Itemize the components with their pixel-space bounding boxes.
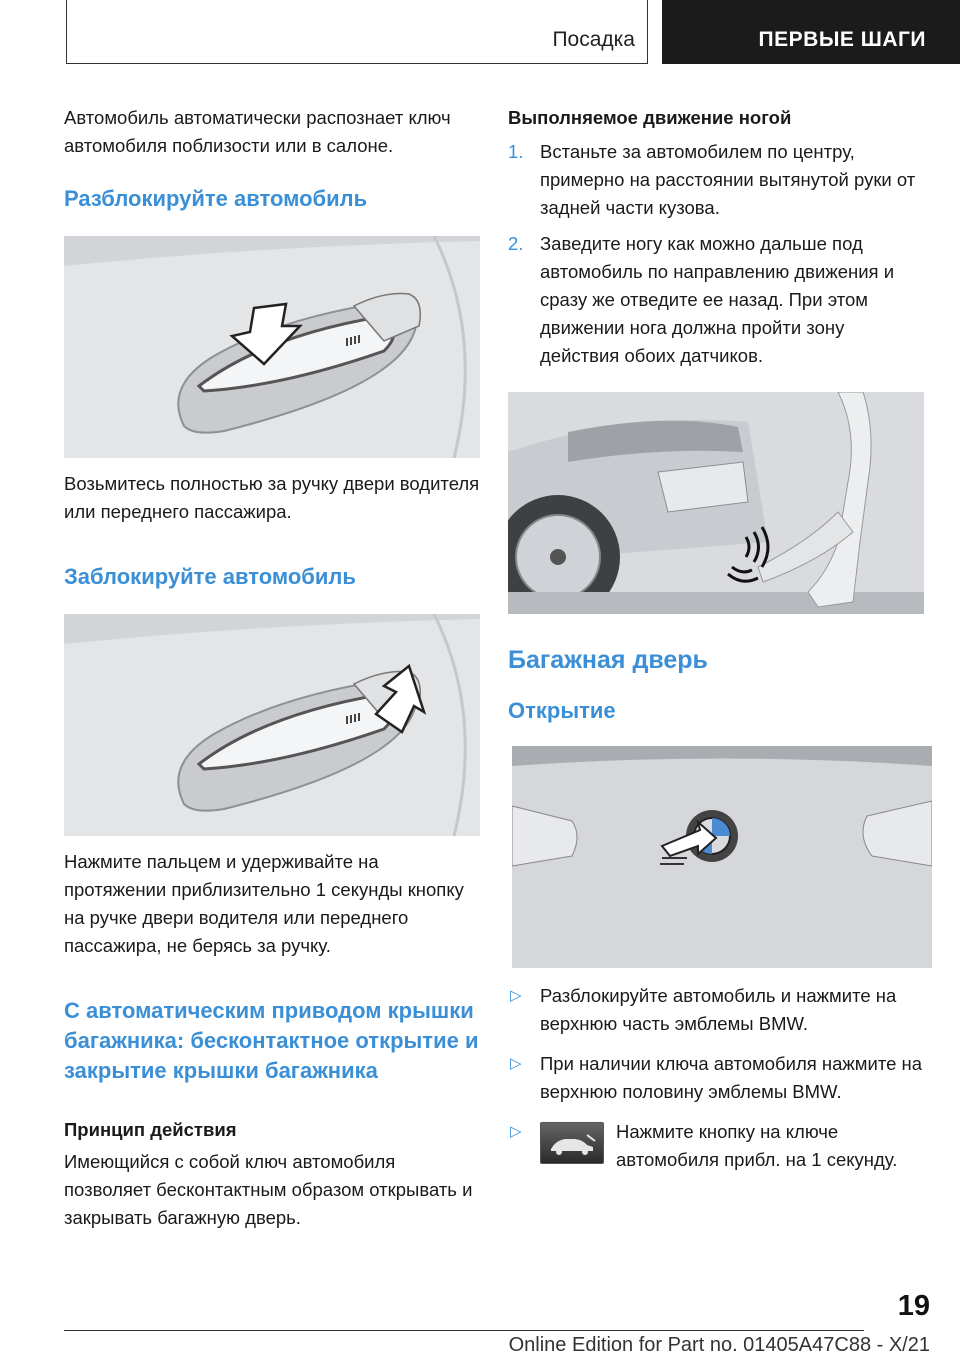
bullet-item (508, 982, 928, 1038)
edition-text: Online Edition for Part no. 01405A47C88 - X/21 (508, 1334, 930, 1356)
step-item (508, 138, 928, 222)
step-number: 2. (508, 233, 524, 254)
step-number: 1. (508, 141, 524, 162)
step-text: Встаньте за автомобилем по центру, примерно на расстоянии вытянутой руки от задней части кузова. (540, 141, 916, 218)
principle-heading: Принцип действия (64, 1119, 237, 1140)
key-instruction (540, 1118, 928, 1174)
intro-paragraph: Автомобиль автоматически распознает ключ автомобиля поблизости или в салоне. (64, 107, 451, 156)
section-title: Посадка (552, 28, 635, 51)
footer-divider (64, 1330, 864, 1331)
key-instruction-text: Нажмите кнопку на ключе автомобиля прибл. на 1 секунду. (616, 1121, 898, 1170)
left-column (64, 100, 480, 1232)
unlock-heading: Разблокируйте автомобиль (64, 186, 368, 211)
page-header (0, 0, 960, 66)
car-key-tailgate-icon (540, 1122, 604, 1164)
tailgate-heading: Багажная дверь (508, 646, 708, 674)
door-handle-unlock-illustration (64, 236, 480, 458)
section-tab (66, 0, 648, 64)
opening-heading: Открытие (508, 698, 616, 723)
step-text: Заведите ногу как можно дальше под автомобиль по направлению движения и сразу же отведите ее назад. При этом движении нога должна пройти зону действия обоих датчиков. (540, 233, 895, 366)
page-number: 19 (897, 1290, 930, 1322)
foot-steps-list (508, 138, 928, 370)
bullet-marker: ▷ (510, 1123, 522, 1140)
opening-bullets-list (508, 982, 928, 1174)
chapter-tab (662, 0, 960, 64)
door-handle-lock-illustration (64, 614, 480, 836)
foot-movement-heading: Выполняемое движение ногой (508, 107, 792, 128)
auto-tailgate-heading: С автоматическим приводом крышки багажника: бесконтактное открытие и закрытие крышки багажника (64, 998, 479, 1083)
unlock-paragraph: Возьмитесь полностью за ручку двери водителя или переднего пассажира. (64, 473, 480, 522)
bullet-item (508, 1050, 928, 1106)
bullet-item (508, 1118, 928, 1174)
bullet-marker: ▷ (510, 1055, 522, 1072)
chapter-title: ПЕРВЫЕ ШАГИ (758, 28, 926, 51)
bmw-emblem-illustration (512, 746, 932, 968)
bullet-text: Разблокируйте автомобиль и нажмите на верхнюю часть эмблемы BMW. (540, 985, 897, 1034)
foot-kick-illustration (508, 392, 924, 614)
lock-paragraph: Нажмите пальцем и удерживайте на протяжении приблизительно 1 секунды кнопку на ручке двери водителя или переднего пассажира, не берясь за ручку. (64, 851, 464, 956)
lock-heading: Заблокируйте автомобиль (64, 564, 356, 589)
principle-paragraph: Имеющийся с собой ключ автомобиля позволяет бесконтактным образом открывать и закрывать багажную дверь. (64, 1151, 473, 1228)
step-item (508, 230, 928, 370)
bullet-text: При наличии ключа автомобиля нажмите на верхнюю половину эмблемы BMW. (540, 1053, 923, 1102)
bullet-marker: ▷ (510, 987, 522, 1004)
right-column (508, 100, 928, 1174)
